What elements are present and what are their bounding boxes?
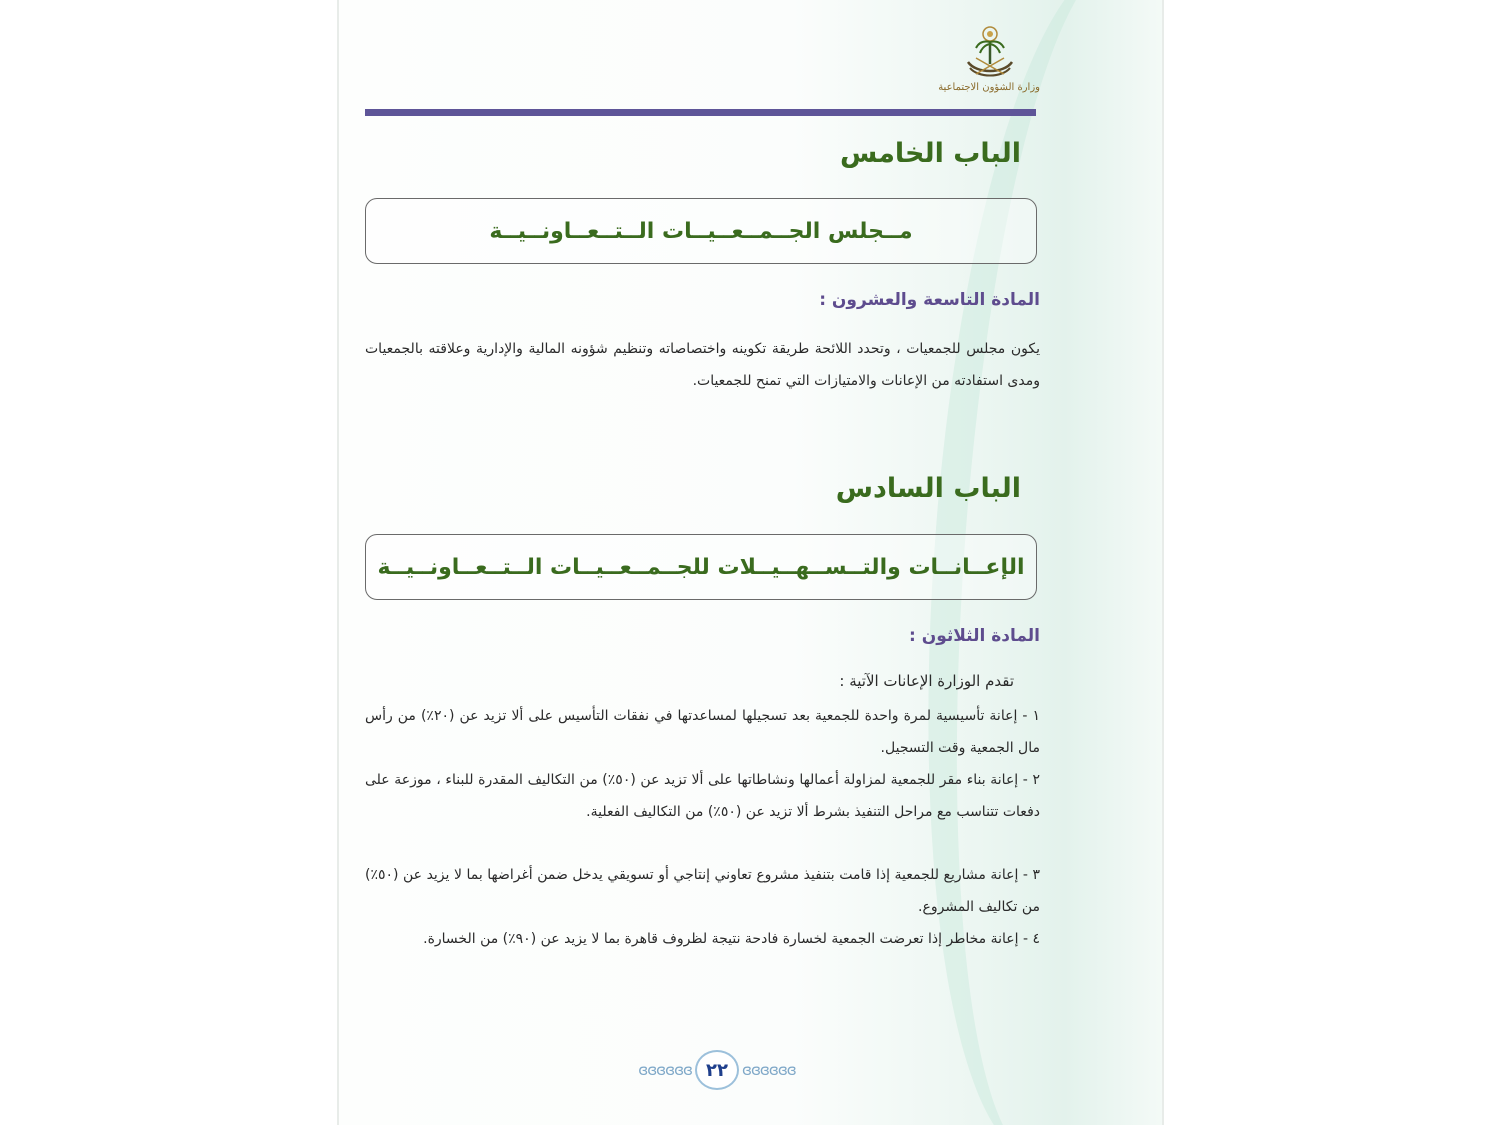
ornament-right: ɞɞɞɞɞɞ — [742, 1061, 796, 1079]
article-29-heading: المادة التاسعة والعشرون : — [819, 290, 1040, 310]
page-edge-right — [1162, 0, 1164, 1125]
emblem-text: وزارة الشؤون الاجتماعية — [938, 82, 1040, 93]
header-rule — [365, 109, 1036, 116]
list-item: ٢ - إعانة بناء مقر للجمعية لمزاولة أعمالها ونشاطاتها على ألا تزيد عن (٥٠٪) من التكاليف المقدرة للبناء ، موزعة على دفعات تتناسب مع مراحل التنفيذ بشرط ألا تزيد عن (٥٠٪) من التكاليف الفعلية. — [365, 772, 1040, 820]
part6-title: الباب السادس — [835, 473, 1021, 504]
list-item: ٣ - إعانة مشاريع للجمعية إذا قامت بتنفيذ مشروع تعاوني إنتاجي أو تسويقي يدخل ضمن أغراضها بما لا يزيد عن (٥٠٪) من تكاليف المشروع. — [365, 867, 1040, 915]
part5-box-title: مــجلس الجــمــعــيــات الــتــعــاونــيــة — [489, 218, 913, 244]
page-edge-left — [337, 0, 339, 1125]
list-item: ٤ - إعانة مخاطر إذا تعرضت الجمعية لخسارة فادحة نتيجة لظروف قاهرة بما لا يزيد عن (٩٠٪) من الخسارة. — [423, 931, 1040, 947]
article-30-heading: المادة الثلاثون : — [909, 626, 1040, 646]
ministry-emblem — [940, 24, 1040, 104]
page-footer — [587, 1048, 847, 1092]
saudi-emblem-icon — [960, 24, 1020, 82]
list-item: ١ - إعانة تأسيسية لمرة واحدة للجمعية بعد تسجيلها لمساعدتها في نفقات التأسيس على ألا تزيد عن (٢٠٪) من رأس مال الجمعية وقت التسجيل. — [365, 708, 1040, 756]
part5-title: الباب الخامس — [840, 138, 1021, 169]
page-number: ٢٢ — [706, 1059, 728, 1081]
ornament-left: ɞɞɞɞɞɞ — [638, 1061, 692, 1079]
part6-title-box — [365, 534, 1037, 600]
part5-title-box — [365, 198, 1037, 264]
article-30-intro: تقدم الوزارة الإعانات الآتية : — [839, 672, 1014, 690]
document-page — [337, 0, 1164, 1125]
part6-box-title: الإعــانــات والتــســهــيــلات للجــمــعــيــات الــتــعــاونــيــة — [377, 554, 1025, 580]
page-number-badge — [695, 1050, 739, 1090]
article-29-text: يكون مجلس للجمعيات ، وتحدد اللائحة طريقة تكوينه واختصاصاته وتنظيم شؤونه المالية والإدارية وعلاقته بالجمعيات ومدى استفادته من الإعانات والامتيازات التي تمنح للجمعيات. — [365, 341, 1040, 389]
